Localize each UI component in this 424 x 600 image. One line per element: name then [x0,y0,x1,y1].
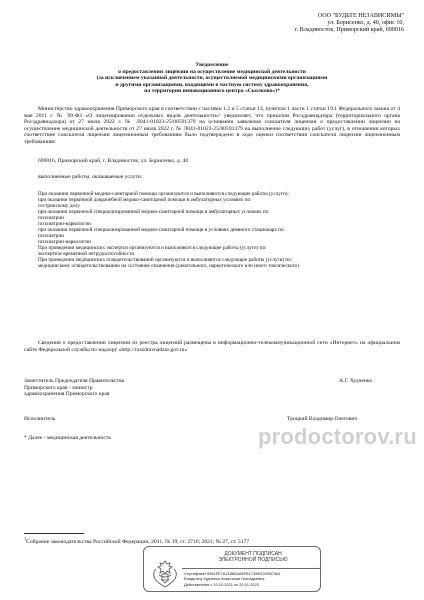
title-line-5: на территории инновационного центра «Сколково»)* [144,88,280,95]
electronic-signature-stamp [143,546,321,592]
footnote-mark: 1 [24,536,27,541]
works-item: При проведении медицинских освидетельствований организуются и выполняются следующие работы (услуги) по: [38,257,293,263]
works-list [38,191,400,269]
executor-name: Троцкий Владимир Олегович [287,416,358,422]
works-item: психиатрии [38,215,64,221]
stamp-divider [182,568,320,569]
signatory-position [24,378,244,398]
executor-label: Исполнитель [24,416,56,422]
stamp-title [186,551,320,563]
intro-paragraph: Министерство здравоохранения Приморского края в соответствии с частями 1.2 и 5 статьи 14, пунктом 1 части 1 статьи 19.1 Федерального закона от 4 мая 2011 г. № 99-ФЗ «О лицензировании отдельных видов деятельности»¹ уведомляет, что приказом Росздравнадзора (территориального органа Росздравнадзора) от 27 июля 2022 г. № Л041-01023-25/00591379 на основании заявления соискателя лицензии о предоставлении лицензии на осуществление медицинской деятельности от 27 июля 2022 г. № Л041-01023-25/00591379 на выполнение следующих работ (услуг), в отношении которых соответствие соискателя лицензии лицензионным требованиям было подтверждено в ходе оценки соответствия соискателя лицензии лицензионным требованиям: [24,106,400,145]
stamp-certificate: Сертификат 6961FE7A21880AA6FB174940C895C064 [184,571,281,576]
stamp-owner: Владелец Худченко Анастасия Геннадьевна [184,576,265,582]
works-heading: выполняемые работы, оказываемые услуги: [38,174,143,180]
title-line-3: (за исключением указанной деятельности, осуществляемой медицинскими организациями [96,75,328,82]
header-block [164,13,404,35]
stamp-title-line-1: ДОКУМЕНТ ПОДПИСАН [224,551,282,557]
address-line: 690016, Приморский край, г. Владивосток, ул. Борисенко, д. 40 [38,158,189,164]
signatory-name: А.Г. Худченко [339,378,373,384]
title-line-2: о предоставлении лицензии на осуществление медицинской деятельности [118,68,306,75]
stamp-title-line-2: ЭЛЕКТРОННОЙ ПОДПИСЬЮ [218,557,288,563]
coat-of-arms-icon [148,557,182,591]
works-item: при оказании первичной доврачебной медико-санитарной помощи в амбулаторных условиях по: [38,197,252,203]
watermark-text: prodoctorov.ru [258,424,417,449]
works-item: сестринскому делу [38,203,80,209]
footnote-note: * Далее - медицинская деятельность [24,435,111,441]
works-item: экспертизе временной нетрудоспособности [38,251,135,257]
header-city: г. Владивосток, Приморский край, 690016 [294,27,404,34]
works-item: психиатрии-наркологии [38,221,91,227]
footnote-text: Собрание законодательства Российской Федерации, 2011, № 19, ст. 2716; 2021, № 27, ст. 5177 [26,538,250,545]
footnote-divider [24,533,84,534]
position-line-1: Заместитель Председателя Правительства [24,378,125,384]
works-item: медицинскому освидетельствованию на состояние опьянения (алкогольного, наркотического или иного токсического) [38,263,299,269]
works-item: при оказании первичной специализированной медико-санитарной помощи в амбулаторных условиях по: [38,209,270,215]
works-item: психиатрии-наркологии [38,239,91,245]
stamp-details [184,571,322,587]
works-item: При проведении медицинских экспертиз организуются и выполняются следующие работы (услуги) по: [38,245,267,251]
registry-info-paragraph: Сведения о предоставлении лицензии из реестра лицензий размещены в информационно-телекоммуникационной сети «Интернет» на официальном сайте Федеральной службы по надзору «http://roszdravnadzor.gov.ru» [24,340,400,353]
document-title [20,62,404,95]
stamp-validity: Действителен с 20.10.2021 по 20.01.2023 [184,581,259,587]
footnote [24,536,414,545]
works-item: при оказании первичной специализированной медико-санитарной помощи в условиях дневного стационара по: [38,227,285,233]
header-org: ООО "БУДЬТЕ НЕЗАВИСИМЫ" [317,13,404,19]
position-line-3: здравоохранения Приморского края [24,391,110,398]
header-street: ул. Борисенко, д. 40, офис 10, [327,20,404,27]
title-line-1: Уведомление [195,62,229,68]
works-item: психиатрии [38,233,64,239]
title-line-4: и другими организациями, входящими в частную систему здравоохранения, [115,81,309,88]
works-item: При оказании первичной медико-санитарной помощи организуются и выполняются следующие работы (услуги): [38,191,289,197]
position-line-2: Приморского края - министр [24,384,93,391]
